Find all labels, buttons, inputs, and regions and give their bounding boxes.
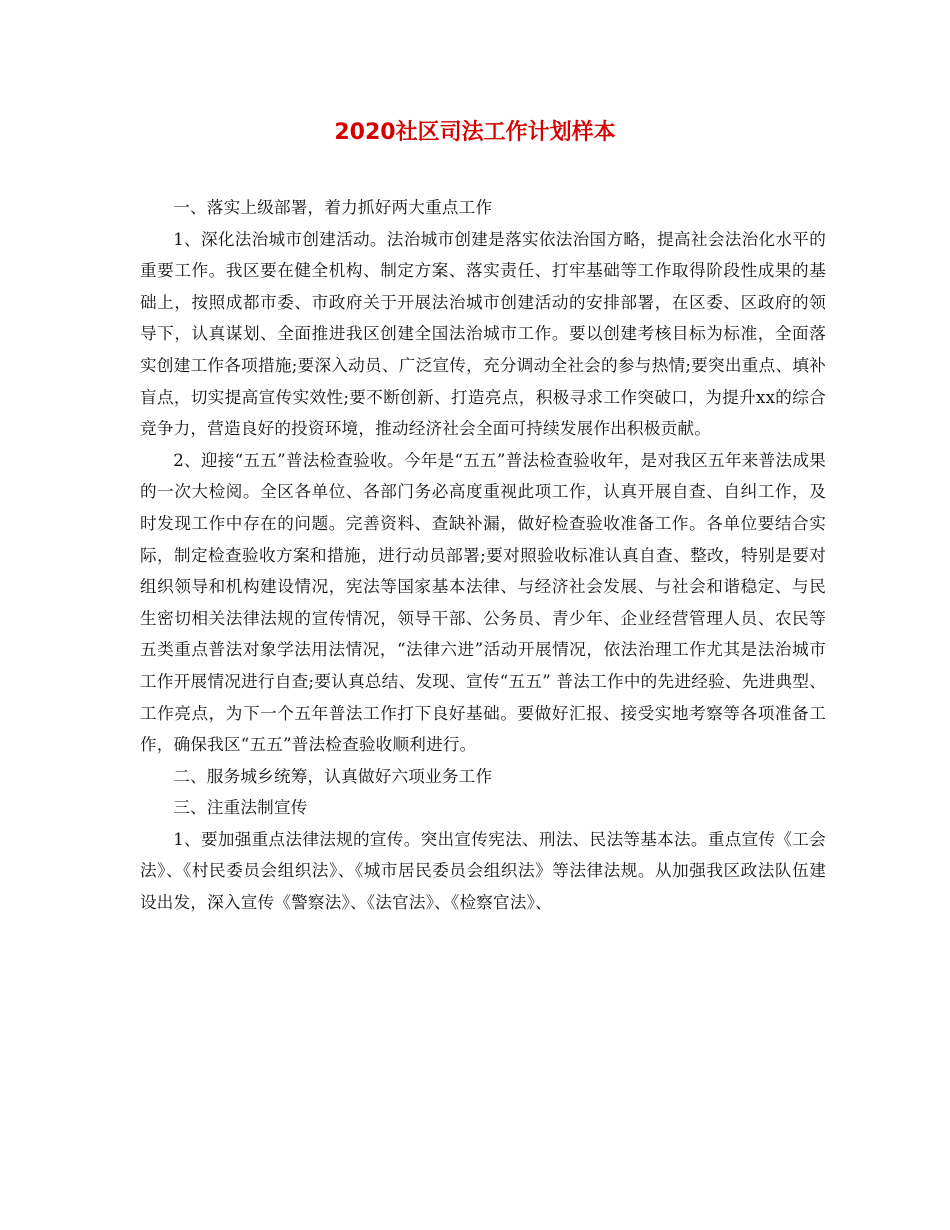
section-heading-2: 二、服务城乡统筹，认真做好六项业务工作 bbox=[173, 766, 493, 786]
paragraph-legal-education-inspection: 2、迎接“五五”普法检查验收。今年是“五五”普法检查验收年，是对我区五年来普法成果的一次大检阅。全区各单位、各部门务必高度重视此项工作，认真开展自查、自纠工作，及时发现工作中存在的问题。完善资料、查缺补漏，做好检查验收准备工作。各单位要结合实际，制定检查验收方案和措施，进行动员部署;要对照验收标准认真自查、整改，特别是要对组织领导和机构建设情况，宪法等国家基本法律、与经济社会发展、与社会和谐稳定、与民生密切相关法律法规的宣传情况，领导干部、公务员、青少年、企业经营管理人员、农民等五类重点普法对象学法用法情况，“法律六进”活动开展情况，依法治理工作尤其是法治城市工作开展情况进行自查;要认真总结、发现、宣传“五五” 普法工作中的先进经验、先进典型、工作亮点，为下一个五年普法工作打下良好基础。要做好汇报、接受实地考察等各项准备工作，确保我区“五五”普法检查验收顺利进行。 bbox=[140, 450, 826, 755]
document-body bbox=[140, 192, 826, 919]
section-heading-1: 一、落实上级部署，着力抓好两大重点工作 bbox=[173, 198, 493, 217]
paragraph-key-laws-publicity: 1、要加强重点法律法规的宣传。突出宣传宪法、刑法、民法等基本法。重点宣传《工会法》、《村民委员会组织法》、《城市居民委员会组织法》等法律法规。从加强我区政法队伍建设出发，深入宣传《警察法》、《法官法》、《检察官法》、 bbox=[140, 829, 826, 913]
document-title: 2020社区司法工作计划样本 bbox=[334, 120, 616, 145]
section-heading-3: 三、注重法制宣传 bbox=[173, 798, 308, 818]
paragraph-rule-of-law-city: 1、深化法治城市创建活动。法治城市创建是落实依法治国方略，提高社会法治化水平的重要工作。我区要在健全机构、制定方案、落实责任、打牢基础等工作取得阶段性成果的基础上，按照成都市委、市政府关于开展法治城市创建活动的安排部署，在区委、区政府的领导下，认真谋划、全面推进我区创建全国法治城市工作。要以创建考核目标为标准，全面落实创建工作各项措施;要深入动员、广泛宣传，充分调动全社会的参与热情;要突出重点、填补盲点，切实提高宣传实效性;要不断创新、打造亮点，积极寻求工作突破口，为提升xx的综合竞争力，营造良好的投资环境，推动经济社会全面可持续发展作出积极贡献。 bbox=[140, 229, 826, 439]
